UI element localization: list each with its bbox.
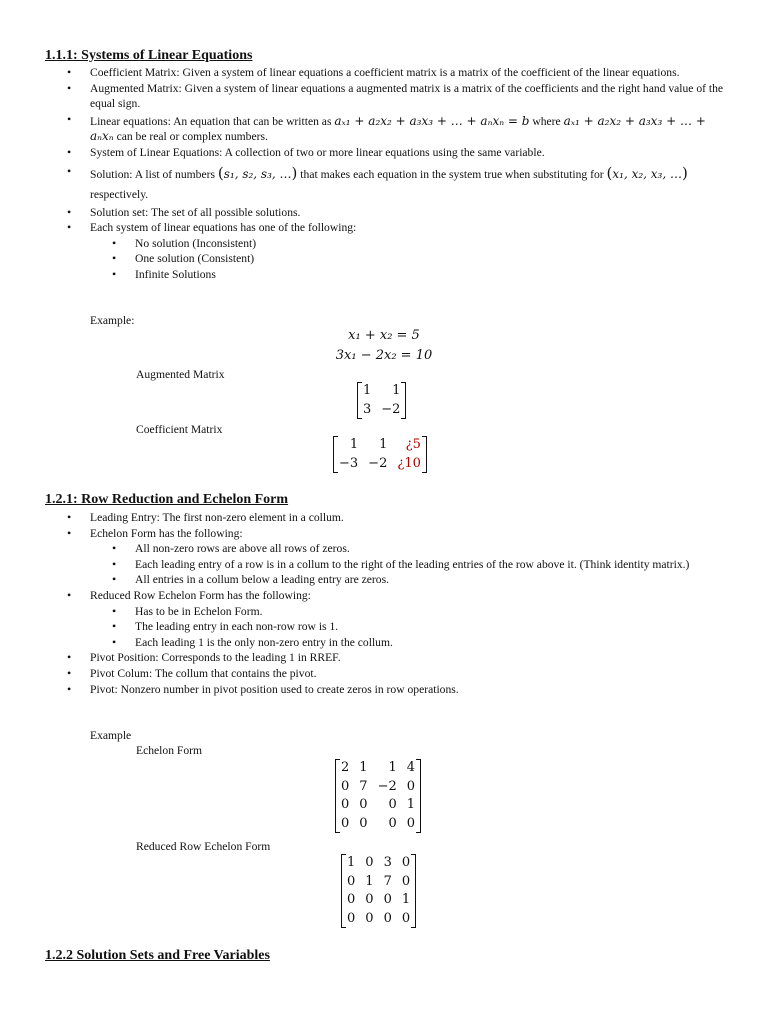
sub-bullet-no-solution: • No solution (Inconsistent) [90,236,725,252]
section-title-solution-sets: 1.2.2 Solution Sets and Free Variables [45,948,270,963]
augmented-matrix [357,382,406,419]
matrix-cell: ¿5 [405,437,421,453]
matrix-cell: 0 [388,797,397,813]
matrix-cell: −2 [377,778,397,794]
echelon-matrix [335,759,421,833]
sub-bullet-one-solution: • One solution (Consistent) [90,251,725,267]
echelon-rule: • All entries in a collum below a leading entry are zeros. [90,572,725,588]
matrix-cell: 2 [341,760,350,776]
matrix-cell: 0 [347,873,356,889]
echelon-rule: • Each leading entry of a row is in a collum to the right of the leading entries of the row above it. (Think identity matrix.) [90,557,725,573]
matrix-cell: 0 [383,910,392,926]
each-system-text: Each system of linear equations has one of the following: [90,221,357,235]
echelon-rules-list [90,541,725,588]
sub-bullet-infinite: • Infinite Solutions [90,267,725,283]
matrix-cell: 0 [388,815,397,831]
matrix-cell: 1 [349,437,359,453]
section-title-row-reduction: 1.2.1: Row Reduction and Echelon Form [45,492,289,507]
matrix-cell: 0 [347,892,356,908]
matrix-cell: 0 [365,855,374,871]
matrix-cell: 7 [383,873,392,889]
rref-label: Reduced Row Echelon Form [136,840,271,853]
solution-tuple-s: s₁, s₂, s₃, … [223,166,292,181]
equation-2: 3x₁ − 2x₂ = 10 [335,348,433,363]
solution-middle: that makes each equation in the system true when substituting for [300,167,604,181]
bullet-pivot-position: • Pivot Position: Corresponds to the leading 1 in RREF. [45,650,725,666]
linear-eq-where: where [532,114,561,128]
section-title-systems: 1.1.1: Systems of Linear Equations [45,48,253,63]
matrix-cell: −3 [339,455,359,471]
matrix-cell: 0 [341,778,350,794]
matrix-cell: 3 [383,855,392,871]
matrix-cell: 0 [383,892,392,908]
solution-types-list [90,236,725,283]
matrix-cell: 3 [363,401,372,417]
bullet-solution: • Solution: A list of numbers (s₁, s₂, s₃, …) that makes each equation in the system true when substituting for (x₁, x₂, x₃, …) respectively. [45,161,725,205]
matrix-cell: 0 [341,797,350,813]
coefficient-matrix-label: Coefficient Matrix [136,423,223,436]
echelon-intro: Echelon Form has the following: [90,526,243,540]
rref-rules-list [90,604,725,651]
example-label-2: Example [90,729,132,742]
bullet-echelon-form [45,526,725,588]
linear-eq-suffix: can be real or complex numbers. [116,130,268,144]
bullet-solution-set: • Solution set: The set of all possible solutions. [45,205,725,221]
matrix-cell: 0 [365,910,374,926]
matrix-cell: 0 [341,815,350,831]
bullet-leading-entry: • Leading Entry: The first non-zero element in a collum. [45,510,725,526]
bullet-linear-equations [45,112,725,145]
matrix-cell: 1 [363,383,372,399]
rref-matrix [341,854,416,928]
bullet-pivot-column: • Pivot Colum: The collum that contains the pivot. [45,666,725,682]
bullet-system-definition: • System of Linear Equations: A collection of two or more linear equations using the same variable. [45,145,725,161]
linear-eq-formula: aₓ₁ + a₂x₂ + a₃x₃ + … + aₙxₙ = b [334,113,530,128]
matrix-cell: 0 [347,910,356,926]
bullet-coefficient-matrix: • Coefficient Matrix: Given a system of linear equations a coefficient matrix is a matrix of the coefficient of the linear equations. [45,65,725,81]
matrix-cell: 0 [406,815,416,831]
rref-rule: • Has to be in Echelon Form. [90,604,725,620]
matrix-cell: 1 [401,892,411,908]
equation-1: x₁ + x₂ = 5 [348,328,420,343]
rref-rule: • Each leading 1 is the only non-zero entry in the collum. [90,635,725,651]
rref-rule: • The leading entry in each non-row row is 1. [90,619,725,635]
matrix-cell: 4 [406,760,416,776]
rref-intro: Reduced Row Echelon Form has the following: [90,588,311,602]
matrix-cell: −2 [368,455,388,471]
matrix-cell: 1 [379,437,388,453]
linear-eq-prefix: Linear equations: An equation that can be written as [90,114,332,128]
bullet-each-system [45,220,725,282]
section1-bullet-list [45,65,725,283]
matrix-cell: 0 [359,815,368,831]
matrix-cell: ¿10 [397,455,421,471]
matrix-cell: 1 [392,383,401,399]
bullet-augmented-matrix: • Augmented Matrix: Given a system of linear equations a augmented matrix is a matrix of the coefficients and the right hand value of the equal sign. [45,81,725,112]
matrix-cell: 1 [359,760,368,776]
example-label-1: Example: [90,314,135,327]
augmented-matrix-label: Augmented Matrix [136,368,225,381]
matrix-cell: 0 [401,910,411,926]
matrix-cell: 7 [359,778,368,794]
bullet-rref [45,588,725,650]
matrix-cell: 0 [401,855,411,871]
solution-prefix: Solution: A list of numbers [90,167,215,181]
coefficient-matrix [333,436,427,473]
section2-bullet-list [45,510,725,697]
echelon-form-label: Echelon Form [136,744,203,757]
matrix-cell: 0 [365,892,374,908]
matrix-cell: 0 [406,778,416,794]
matrix-cell: −2 [381,401,401,417]
solution-tuple-x: x₁, x₂, x₃, … [612,166,682,181]
linear-eq-formula-2: aₓ₁ + a₂x₂ + a₃x₃ + … + aₙxₙ [90,113,706,144]
solution-suffix: respectively. [90,187,149,201]
matrix-cell: 1 [347,855,356,871]
bullet-pivot: • Pivot: Nonzero number in pivot position used to create zeros in row operations. [45,682,725,698]
matrix-cell: 1 [406,797,416,813]
matrix-cell: 0 [401,873,411,889]
matrix-cell: 1 [388,760,397,776]
echelon-rule: • All non-zero rows are above all rows of zeros. [90,541,725,557]
matrix-cell: 0 [359,797,368,813]
matrix-cell: 1 [365,873,374,889]
